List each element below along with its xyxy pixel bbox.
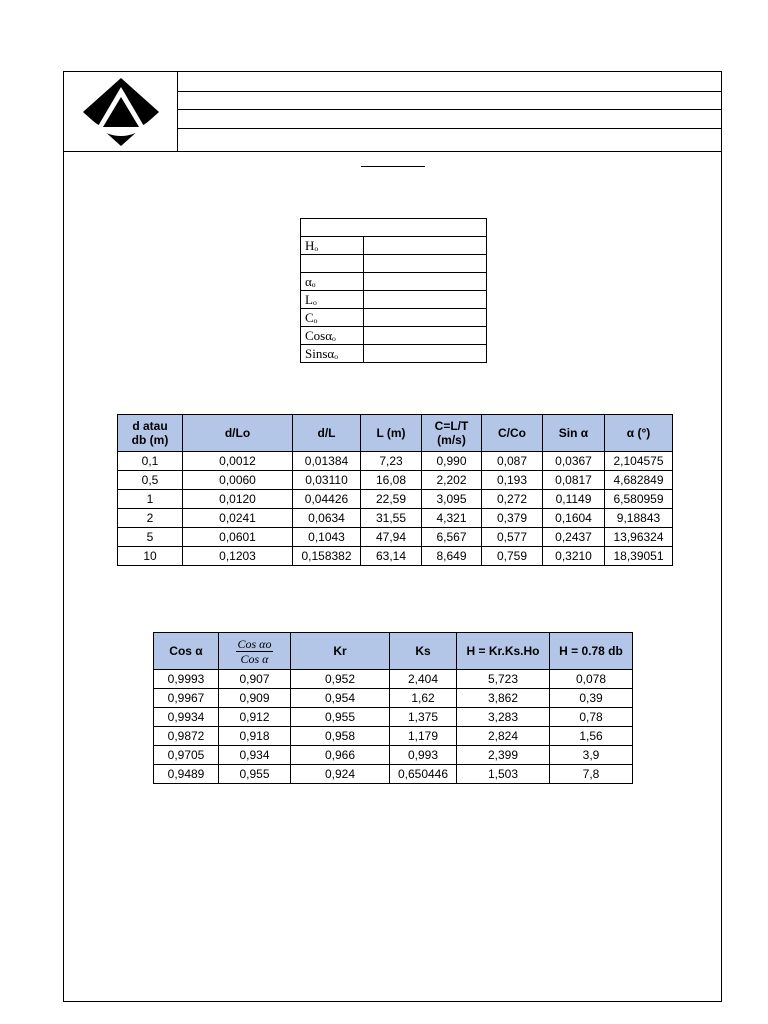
table-cell: 16,08 xyxy=(361,471,422,490)
table-row xyxy=(118,452,673,471)
table-cell: 0,954 xyxy=(291,689,390,708)
table-cell: 0,990 xyxy=(422,452,482,471)
table-cell: 13,96324 xyxy=(605,528,673,547)
column-header: Ks xyxy=(390,633,457,670)
column-header: L (m) xyxy=(361,415,422,452)
table-cell: 0,39 xyxy=(550,689,633,708)
table-cell: 2,824 xyxy=(457,727,550,746)
table-cell: 0,01384 xyxy=(293,452,361,471)
parameter-label: Hₒ xyxy=(301,237,364,255)
title-underline xyxy=(361,166,425,167)
table-cell: 0,2437 xyxy=(543,528,605,547)
column-header: Kr xyxy=(291,633,390,670)
table-cell: 0,5 xyxy=(118,471,183,490)
table-cell: 0,909 xyxy=(219,689,291,708)
table-row xyxy=(118,490,673,509)
table-row xyxy=(154,765,633,784)
table-row xyxy=(154,670,633,689)
parameter-value xyxy=(364,327,487,345)
table-cell: 0,1 xyxy=(118,452,183,471)
table-cell: 0,272 xyxy=(482,490,543,509)
table-row xyxy=(118,509,673,528)
wave-height-table xyxy=(153,632,633,784)
table-cell: 0,9934 xyxy=(154,708,219,727)
table-cell: 2,399 xyxy=(457,746,550,765)
table-cell: 3,9 xyxy=(550,746,633,765)
fraction-denominator: Cos α xyxy=(240,651,269,666)
table-cell: 0,918 xyxy=(219,727,291,746)
table-cell: 0,0817 xyxy=(543,471,605,490)
parameter-label: Lₒ xyxy=(301,291,364,309)
parameter-value xyxy=(364,345,487,363)
parameter-row xyxy=(301,327,487,345)
table-cell: 0,958 xyxy=(291,727,390,746)
table-cell: 0,924 xyxy=(291,765,390,784)
fraction-numerator: Cos αo xyxy=(237,636,272,651)
table-cell: 3,095 xyxy=(422,490,482,509)
table-cell: 0,04426 xyxy=(293,490,361,509)
column-header: d/L xyxy=(293,415,361,452)
table-cell: 0,577 xyxy=(482,528,543,547)
column-header: Sin α xyxy=(543,415,605,452)
table-row xyxy=(154,727,633,746)
table-cell: 0,907 xyxy=(219,670,291,689)
table-cell: 63,14 xyxy=(361,547,422,566)
column-header: C=L/T (m/s) xyxy=(422,415,482,452)
table-cell: 10 xyxy=(118,547,183,566)
table-cell: 0,952 xyxy=(291,670,390,689)
table-cell: 0,3210 xyxy=(543,547,605,566)
column-header: α (°) xyxy=(605,415,673,452)
table-row xyxy=(118,547,673,566)
parameter-value xyxy=(364,237,487,255)
table-cell: 1 xyxy=(118,490,183,509)
parameter-value xyxy=(364,273,487,291)
table-cell: 0,912 xyxy=(219,708,291,727)
table-cell: 1,62 xyxy=(390,689,457,708)
header-info-lines xyxy=(178,72,721,151)
table-cell: 0,955 xyxy=(291,708,390,727)
table-cell: 0,993 xyxy=(390,746,457,765)
table-cell: 0,03110 xyxy=(293,471,361,490)
table-cell: 0,9967 xyxy=(154,689,219,708)
table-cell: 4,682849 xyxy=(605,471,673,490)
table-cell: 3,283 xyxy=(457,708,550,727)
table-cell: 2 xyxy=(118,509,183,528)
table-cell: 1,56 xyxy=(550,727,633,746)
table-cell: 2,202 xyxy=(422,471,482,490)
table-cell: 1,375 xyxy=(390,708,457,727)
parameter-table xyxy=(300,218,487,363)
column-header: H = 0.78 db xyxy=(550,633,633,670)
table-cell: 0,193 xyxy=(482,471,543,490)
table-cell: 1,503 xyxy=(457,765,550,784)
table-cell: 0,9489 xyxy=(154,765,219,784)
table-cell: 0,650446 xyxy=(390,765,457,784)
table-cell: 7,8 xyxy=(550,765,633,784)
table-cell: 0,379 xyxy=(482,509,543,528)
header-line xyxy=(178,109,721,110)
parameter-label xyxy=(301,255,364,273)
header-line xyxy=(178,128,721,129)
table-cell: 0,759 xyxy=(482,547,543,566)
parameter-header-cell xyxy=(301,219,487,237)
table-cell: 0,966 xyxy=(291,746,390,765)
table-cell: 2,404 xyxy=(390,670,457,689)
table-cell: 0,9993 xyxy=(154,670,219,689)
table-cell: 0,1149 xyxy=(543,490,605,509)
company-logo-icon xyxy=(82,77,160,147)
parameter-row xyxy=(301,273,487,291)
document-header xyxy=(64,72,721,152)
column-header: C/Co xyxy=(482,415,543,452)
parameter-row xyxy=(301,237,487,255)
table-cell: 2,104575 xyxy=(605,452,673,471)
parameter-header-row xyxy=(301,219,487,237)
table-cell: 0,0367 xyxy=(543,452,605,471)
table-header-row xyxy=(154,633,633,670)
table-row xyxy=(154,708,633,727)
column-header-fraction xyxy=(219,633,291,670)
table-cell: 0,1203 xyxy=(183,547,293,566)
wave-depth-table xyxy=(117,414,673,566)
table-cell: 7,23 xyxy=(361,452,422,471)
table-header-row xyxy=(118,415,673,452)
table-row xyxy=(154,746,633,765)
parameter-row xyxy=(301,309,487,327)
table-row xyxy=(118,471,673,490)
parameter-value xyxy=(364,291,487,309)
table-cell: 0,0012 xyxy=(183,452,293,471)
table-cell: 0,0120 xyxy=(183,490,293,509)
table-cell: 9,18843 xyxy=(605,509,673,528)
parameter-value xyxy=(364,255,487,273)
table-cell: 6,567 xyxy=(422,528,482,547)
page-frame xyxy=(63,71,722,1002)
parameter-row xyxy=(301,345,487,363)
column-header: Cos α xyxy=(154,633,219,670)
parameter-label: Cosαₒ xyxy=(301,327,364,345)
table-cell: 0,078 xyxy=(550,670,633,689)
table-cell: 0,0241 xyxy=(183,509,293,528)
header-line xyxy=(178,91,721,92)
parameter-label: Cₒ xyxy=(301,309,364,327)
column-header: d atau db (m) xyxy=(118,415,183,452)
table-cell: 0,0601 xyxy=(183,528,293,547)
table-cell: 0,78 xyxy=(550,708,633,727)
table-cell: 0,955 xyxy=(219,765,291,784)
table-cell: 22,59 xyxy=(361,490,422,509)
cos-ratio-fraction xyxy=(236,637,274,666)
table-cell: 47,94 xyxy=(361,528,422,547)
table-row xyxy=(118,528,673,547)
table-cell: 3,862 xyxy=(457,689,550,708)
table-cell: 0,158382 xyxy=(293,547,361,566)
table-cell: 18,39051 xyxy=(605,547,673,566)
table-cell: 0,0060 xyxy=(183,471,293,490)
table-cell: 0,1604 xyxy=(543,509,605,528)
column-header: d/Lo xyxy=(183,415,293,452)
parameter-label: Sinsαₒ xyxy=(301,345,364,363)
table-cell: 5 xyxy=(118,528,183,547)
table-row xyxy=(154,689,633,708)
parameter-value xyxy=(364,309,487,327)
column-header: H = Kr.Ks.Ho xyxy=(457,633,550,670)
table-cell: 5,723 xyxy=(457,670,550,689)
parameter-label: αₒ xyxy=(301,273,364,291)
table-cell: 6,580959 xyxy=(605,490,673,509)
table-cell: 8,649 xyxy=(422,547,482,566)
table-cell: 31,55 xyxy=(361,509,422,528)
logo-cell xyxy=(64,72,178,151)
table-cell: 0,1043 xyxy=(293,528,361,547)
table-cell: 0,9872 xyxy=(154,727,219,746)
parameter-row xyxy=(301,255,487,273)
table-cell: 0,087 xyxy=(482,452,543,471)
table-cell: 0,9705 xyxy=(154,746,219,765)
table-cell: 0,934 xyxy=(219,746,291,765)
table-cell: 1,179 xyxy=(390,727,457,746)
table-cell: 0,0634 xyxy=(293,509,361,528)
table-cell: 4,321 xyxy=(422,509,482,528)
parameter-row xyxy=(301,291,487,309)
